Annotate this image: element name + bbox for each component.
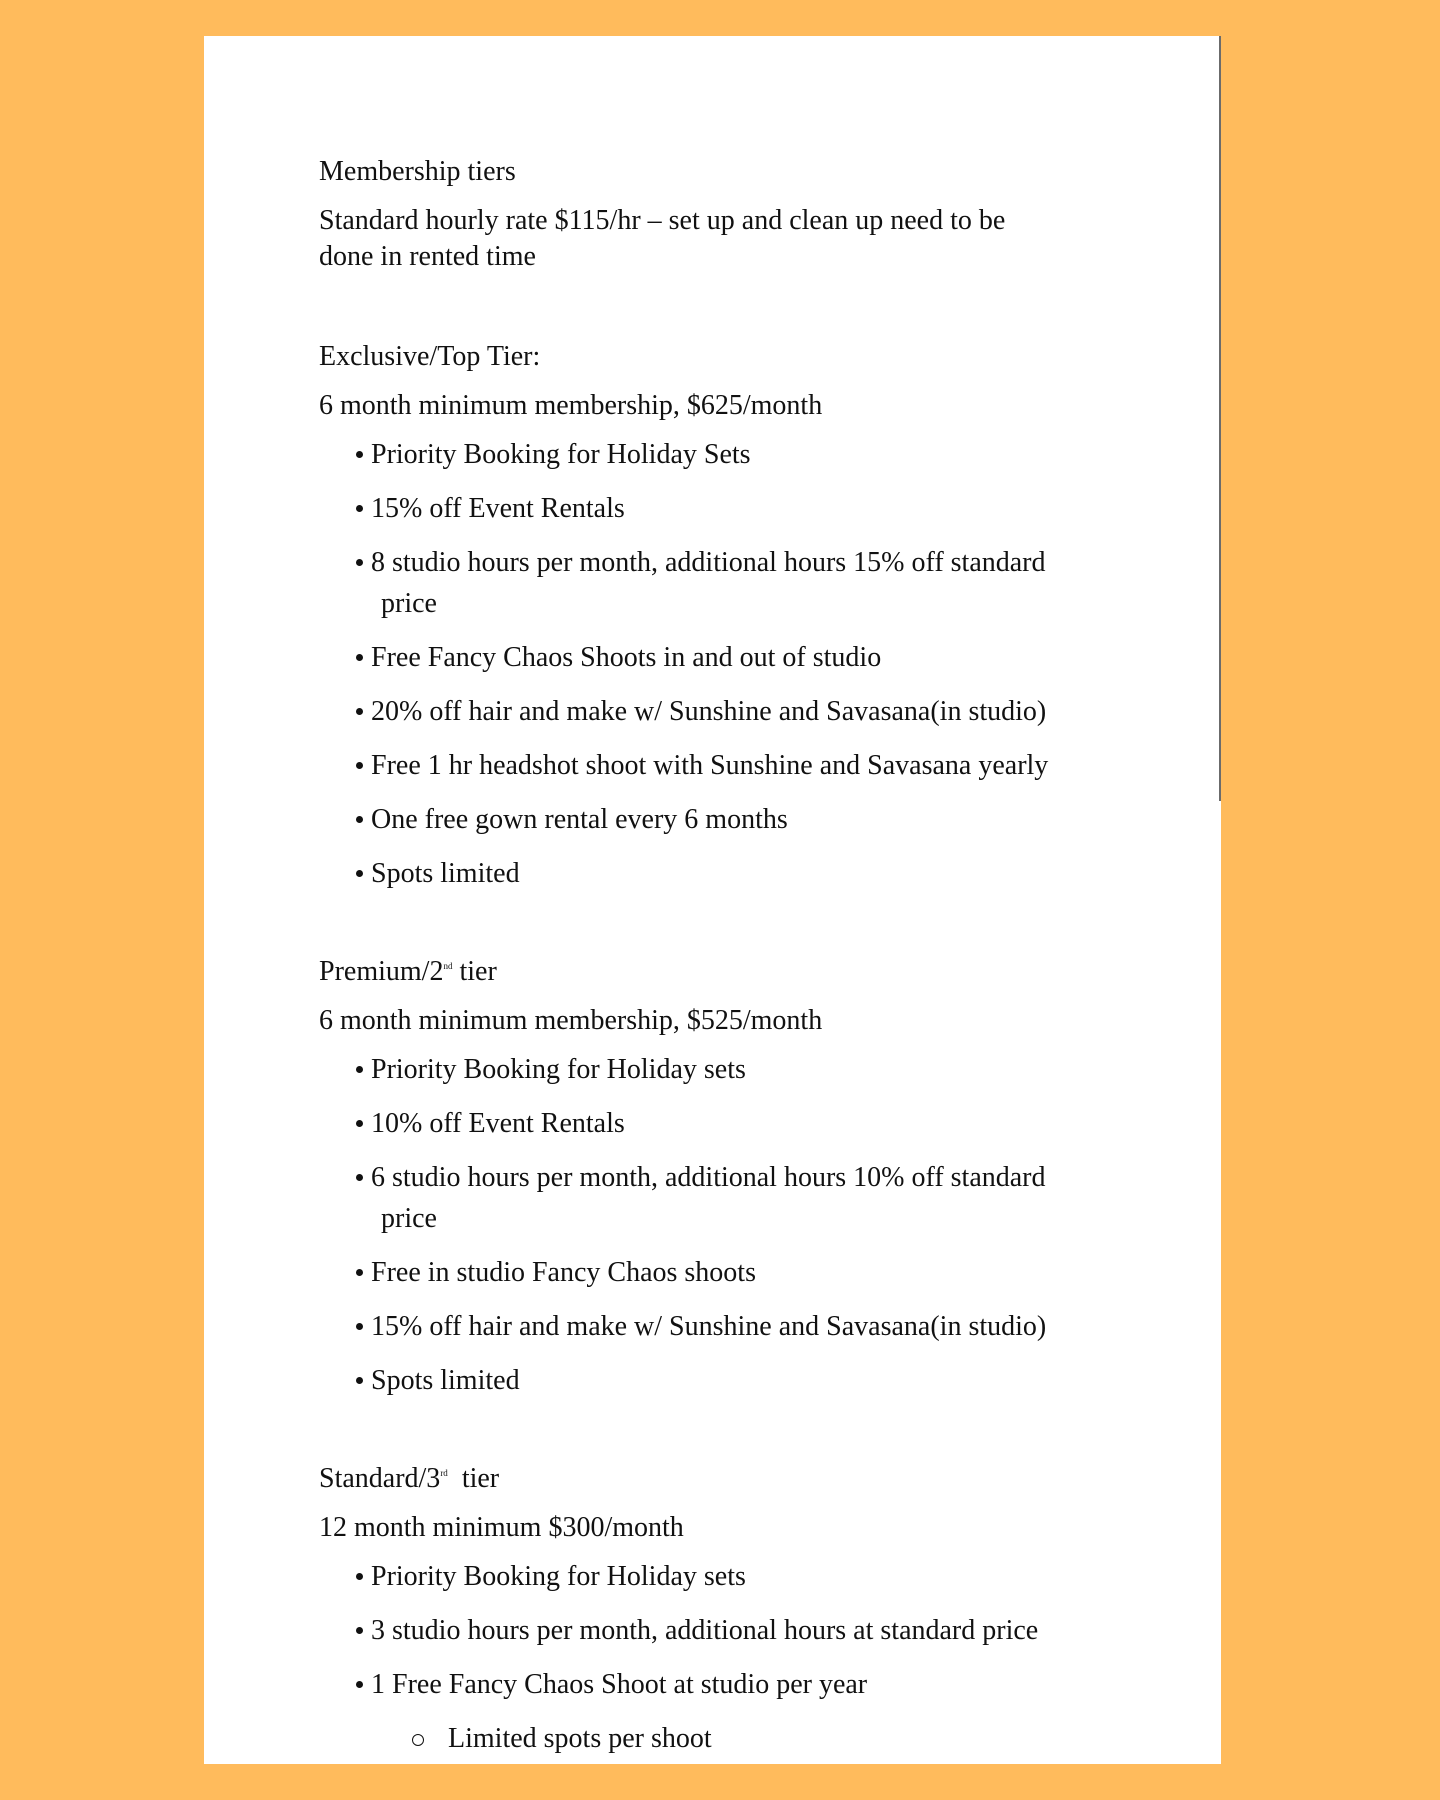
list-item: Free Fancy Chaos Shoots in and out of studio — [319, 640, 1169, 676]
list-item: Spots limited — [319, 856, 1169, 892]
tier-title-prefix: Standard/3 — [319, 1463, 441, 1494]
tier-exclusive — [319, 339, 1169, 892]
tier-title-suffix: tier — [447, 1463, 500, 1494]
list-item: 15% off hair and make w/ Sunshine and Savasana(in studio) — [319, 1309, 1169, 1345]
sub-perk-list — [371, 1721, 1169, 1757]
standard-rate-line-2: done in rented time — [319, 241, 536, 272]
list-item: Spots limited — [319, 1363, 1169, 1399]
list-item: 15% off Event Rentals — [319, 491, 1169, 527]
list-item: 20% off hair and make w/ Sunshine and Savasana(in studio) — [319, 694, 1169, 730]
document-content — [319, 154, 1169, 1764]
list-item — [319, 1160, 1169, 1237]
list-item: Priority Booking for Holiday sets — [319, 1559, 1169, 1595]
perk-list — [319, 1052, 1169, 1399]
list-item: 10% off Event Rentals — [319, 1106, 1169, 1142]
tier-title-prefix: Premium/2 — [319, 956, 444, 987]
list-item-line-2: price — [381, 588, 437, 619]
tier-minimum: 12 month minimum $300/month — [319, 1512, 684, 1543]
page-title: Membership tiers — [319, 156, 516, 187]
sub-list-item: Limited spots per shoot — [371, 1721, 1169, 1757]
document-page — [204, 36, 1221, 1764]
list-item-text: 1 Free Fancy Chaos Shoot at studio per year — [371, 1669, 868, 1700]
list-item-line-1: 8 studio hours per month, additional hours 15% off standard — [371, 547, 1046, 578]
list-item — [319, 545, 1169, 622]
tier-title-superscript: nd — [443, 961, 453, 971]
tier-minimum: 6 month minimum membership, $625/month — [319, 390, 823, 421]
tier-title-superscript: rd — [440, 1468, 448, 1478]
tier-standard — [319, 1461, 1169, 1757]
list-item: Priority Booking for Holiday Sets — [319, 437, 1169, 473]
list-item: Free in studio Fancy Chaos shoots — [319, 1255, 1169, 1291]
list-item: One free gown rental every 6 months — [319, 802, 1169, 838]
tier-premium — [319, 954, 1169, 1399]
list-item: Priority Booking for Holiday sets — [319, 1052, 1169, 1088]
page-edge-line — [1219, 36, 1221, 801]
tier-title-suffix: tier — [452, 956, 497, 987]
list-item-line-1: 6 studio hours per month, additional hours 10% off standard — [371, 1162, 1046, 1193]
tier-title — [319, 954, 1169, 990]
perk-list — [319, 437, 1169, 892]
perk-list — [319, 1559, 1169, 1757]
tier-title: Exclusive/Top Tier: — [319, 341, 541, 372]
list-item — [319, 1667, 1169, 1757]
tier-title — [319, 1461, 1169, 1497]
standard-rate-line-1: Standard hourly rate $115/hr – set up and clean up need to be — [319, 205, 1006, 236]
standard-rate-text — [319, 203, 1169, 275]
list-item-line-2: price — [381, 1203, 437, 1234]
tier-minimum: 6 month minimum membership, $525/month — [319, 1005, 823, 1036]
list-item: 3 studio hours per month, additional hours at standard price — [319, 1613, 1169, 1649]
list-item: Free 1 hr headshot shoot with Sunshine and Savasana yearly — [319, 748, 1169, 784]
